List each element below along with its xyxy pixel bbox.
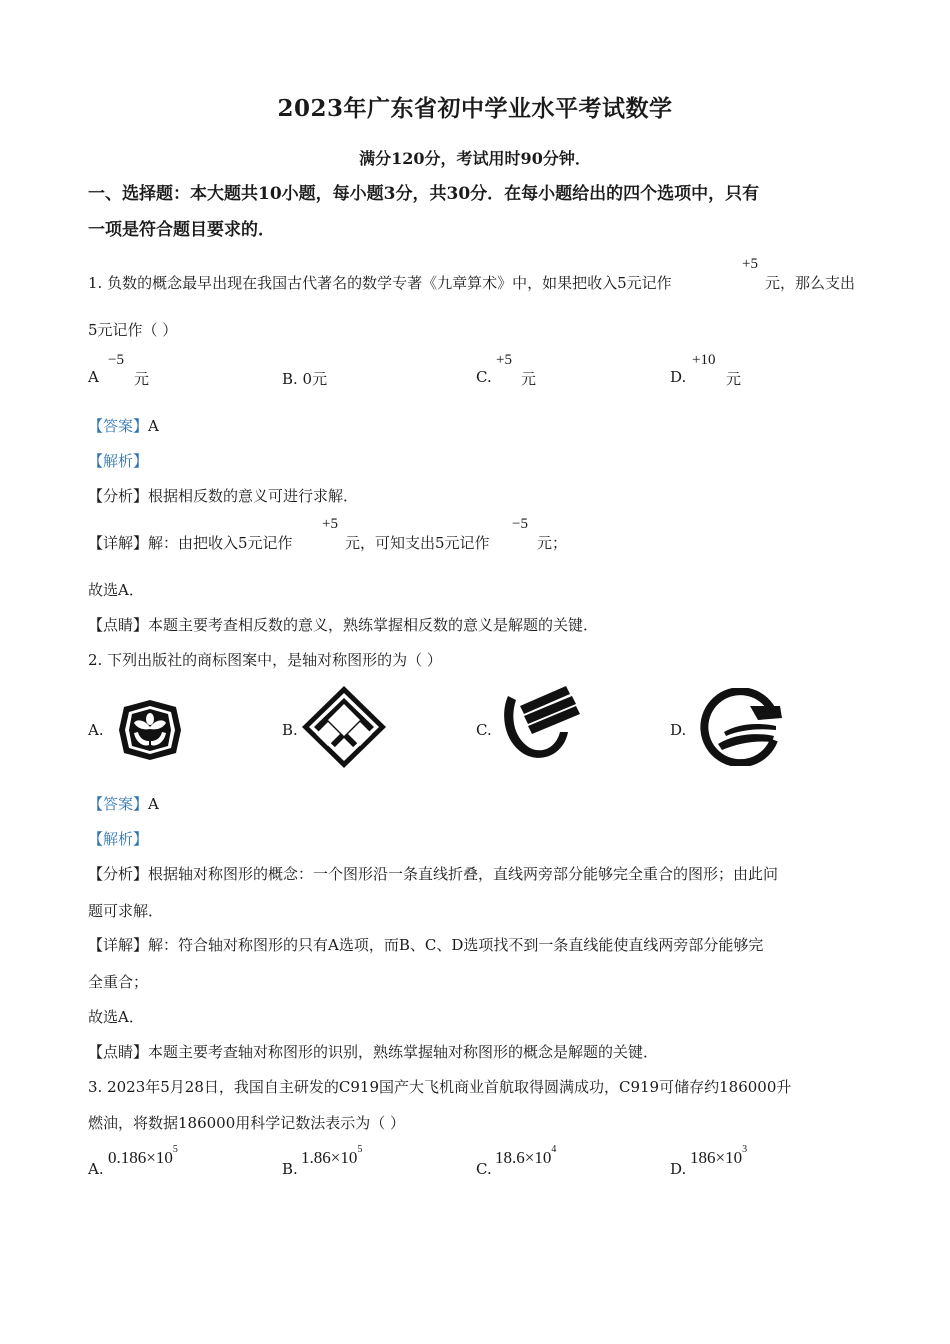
q2-answer <box>88 793 159 814</box>
diamond-squares-logo-icon <box>300 684 388 770</box>
q1-answer <box>88 415 159 436</box>
q1-xiangjie-c: 元； <box>537 534 568 552</box>
q1-option-a-unit: 元 <box>134 370 150 388</box>
q1-conclusion: 故选A． <box>88 581 144 599</box>
q1-option-d-unit: 元 <box>726 370 742 388</box>
q3-option-d-expr <box>690 1144 748 1168</box>
q3-stem-line-2: 燃油，将数据186000用科学记数法表示为（ ） <box>88 1114 406 1132</box>
q1-fenxi: 【分析】根据相反数的意义可进行求解． <box>88 487 359 505</box>
q2-analysis-tag: 【解析】 <box>88 830 149 848</box>
q2-answer-tag: 【答案】 <box>88 795 149 813</box>
q2-stem: 2. 下列出版社的商标图案中，是轴对称图形的为（ ） <box>88 651 442 669</box>
q1-stem-expr: +5 <box>742 256 758 272</box>
q3-option-a-base: 0.186×10 <box>108 1148 173 1167</box>
q1-option-d-label: D. <box>670 368 687 386</box>
section-heading <box>88 176 868 248</box>
q1-option-a-label: A <box>88 368 99 386</box>
circle-g-logo-icon <box>700 688 784 766</box>
q1-stem-text-a: 1. 负数的概念最早出现在我国古代著名的数学专著《九章算术》中，如果把收入5元记作 <box>88 274 672 292</box>
q3-option-c-base: 18.6×10 <box>495 1148 552 1167</box>
q1-option-a-expr: −5 <box>108 352 124 368</box>
q2-dianjing: 【点睛】本题主要考查轴对称图形的识别，熟练掌握轴对称图形的概念是解题的关键． <box>88 1043 659 1061</box>
q3-option-b-expr <box>301 1144 363 1168</box>
page-title: 2023年广东省初中学业水平考试数学 <box>277 95 673 122</box>
q1-option-c-expr: +5 <box>496 352 512 368</box>
q2-xiangjie-line-2: 全重合； <box>88 973 149 991</box>
q1-stem-line-2: 5元记作（ ） <box>88 321 178 339</box>
q1-xiangjie-expr-2: −5 <box>512 516 528 532</box>
q1-xiangjie-b: 元，可知支出5元记作 <box>345 534 490 552</box>
section-heading-line-2: 一项是符合题目要求的． <box>88 220 275 240</box>
q1-option-b-label: B. 0元 <box>282 370 328 388</box>
q1-dianjing: 【点睛】本题主要考查相反数的意义，熟练掌握相反数的意义是解题的关键． <box>88 616 599 634</box>
q1-analysis-tag: 【解析】 <box>88 452 149 470</box>
q3-option-b-exp: 5 <box>357 1144 363 1156</box>
q3-option-c-exp: 4 <box>551 1144 557 1156</box>
q1-stem-text-b: 元，那么支出 <box>765 274 856 292</box>
q1-option-d-expr: +10 <box>692 352 716 368</box>
q2-fenxi-line-2: 题可求解． <box>88 902 164 920</box>
q3-option-a-label: A. <box>88 1160 104 1178</box>
q2-conclusion: 故选A． <box>88 1008 144 1026</box>
q3-option-d-label: D. <box>670 1160 687 1178</box>
q2-option-d-label: D. <box>670 721 687 739</box>
q2-xiangjie-line-1: 【详解】解：符合轴对称图形的只有A选项，而B、C、D选项找不到一条直线能使直线两旁部分能够完 <box>88 936 764 954</box>
q2-option-b-label: B. <box>282 721 298 739</box>
q3-option-a-exp: 5 <box>172 1144 178 1156</box>
book-swirl-logo-icon <box>498 684 582 764</box>
q3-stem-line-1: 3. 2023年5月28日，我国自主研发的C919国产大飞机商业首航取得圆满成功，C919可储存约186000升 <box>88 1078 792 1096</box>
q3-option-c-label: C. <box>476 1160 492 1178</box>
q1-option-c-label: C. <box>476 368 492 386</box>
q3-option-d-exp: 3 <box>742 1144 748 1156</box>
q1-answer-value: A <box>148 417 159 435</box>
q2-answer-value: A <box>148 795 159 813</box>
hands-leaf-logo-icon <box>116 697 184 763</box>
page-subtitle: 满分120分，考试用时90分钟． <box>359 149 591 168</box>
q1-option-c-unit: 元 <box>521 370 537 388</box>
q3-option-b-base: 1.86×10 <box>301 1148 358 1167</box>
q3-option-d-base: 186×10 <box>690 1148 743 1167</box>
q1-xiangjie-a: 【详解】解：由把收入5元记作 <box>88 534 293 552</box>
q2-fenxi-line-1: 【分析】根据轴对称图形的概念：一个图形沿一条直线折叠，直线两旁部分能够完全重合的图形；由此问 <box>88 865 779 883</box>
q1-xiangjie-expr-1: +5 <box>322 516 338 532</box>
q2-option-c-label: C. <box>476 721 492 739</box>
q3-option-a-expr <box>108 1144 178 1168</box>
section-heading-line-1: 一、选择题：本大题共10小题，每小题3分，共30分．在每小题给出的四个选项中，只有 <box>88 184 760 204</box>
q1-answer-tag: 【答案】 <box>88 417 149 435</box>
q3-option-b-label: B. <box>282 1160 298 1178</box>
q2-option-a-label: A. <box>88 721 104 739</box>
q1-stem-line-1 <box>88 272 672 293</box>
q3-option-c-expr <box>495 1144 557 1168</box>
